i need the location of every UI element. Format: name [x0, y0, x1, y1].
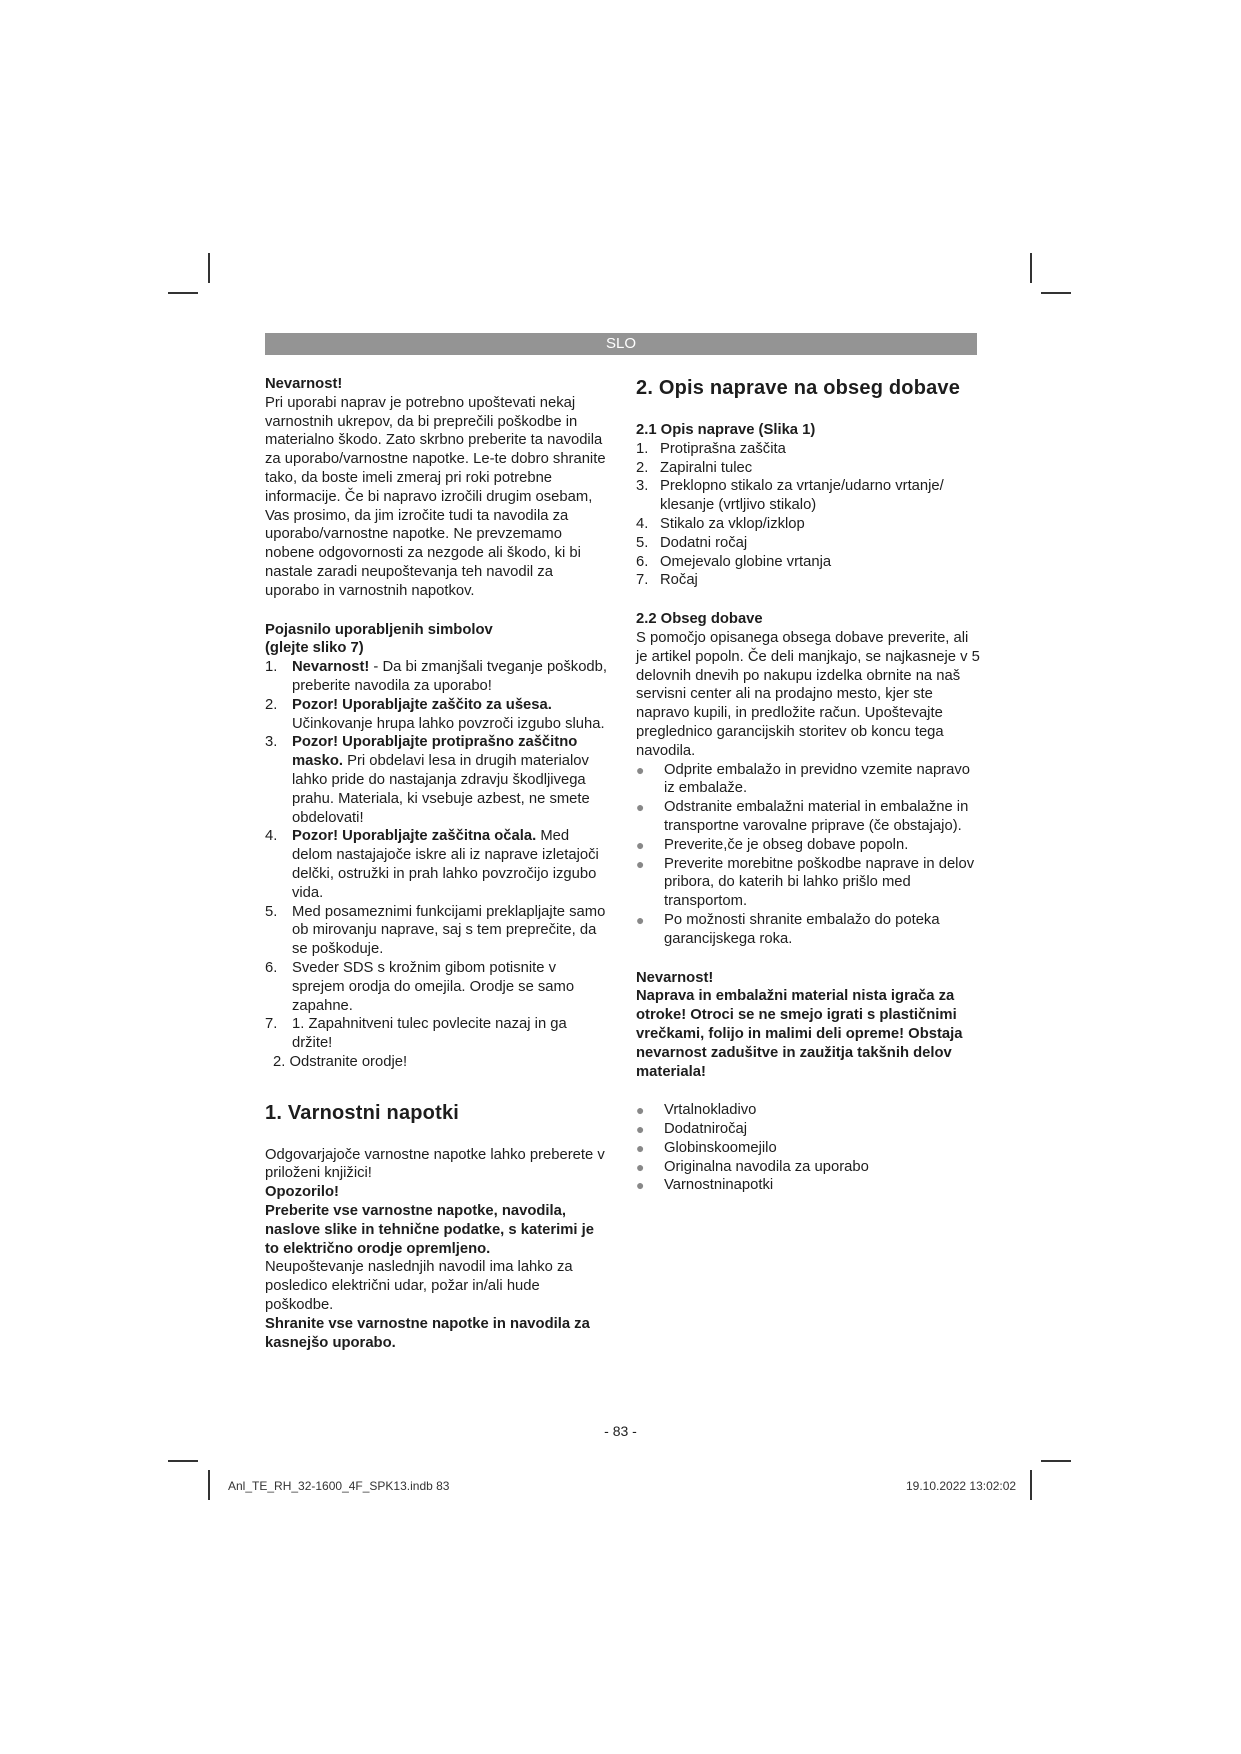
crop-mark	[1041, 292, 1071, 294]
list-item: 6. Sveder SDS s krožnim gibom potisnite v sprejem orodja do omejila. Orodje se samo zapahne.	[265, 959, 575, 1014]
crop-mark	[1030, 253, 1032, 283]
list-item: 1. Nevarnost! - Da bi zmanjšali tveganje poškodb, preberite navodila za uporabo!	[265, 659, 607, 694]
bullet-icon: ●	[636, 911, 645, 928]
scope-bullet-list	[636, 761, 982, 949]
crop-mark	[208, 1470, 210, 1500]
crop-mark	[1041, 1460, 1071, 1462]
danger-text: Pri uporabi naprav je potrebno upoštevati nekaj varnostnih ukrepov, da bi preprečili poškodbe in materialno škodo. Zato skrbno preberite ta navodila za uporabo/varnostne napotke. Le-te dobro shranite tako, da boste imeli zmeraj pri roki potrebne informacije. Če bi napravo izročili drugim osebam, Vas prosimo, da jim izročite tudi ta navodila za uporabo/varnostne napotke. Ne prevzemamo nobene odgovornosti za nezgode ali škodo, ki bi nastale zaradi neupoštevanja teh navodil za uporabo in varnostnih napotkov.	[265, 394, 606, 599]
left-column	[265, 375, 610, 1352]
list-item: 4. Stikalo za vklop/izklop	[636, 515, 805, 532]
danger-title: Nevarnost!	[265, 376, 343, 392]
list-item: ● Dodatniročaj	[636, 1121, 748, 1138]
scope-title: 2.2 Obseg dobave	[636, 611, 763, 628]
list-item: 5. Dodatni ročaj	[636, 534, 748, 551]
crop-mark	[1030, 1470, 1032, 1500]
list-item: 1. Protiprašna zaščita	[636, 440, 786, 457]
symbols-title: Pojasnilo uporabljenih simbolov	[265, 621, 493, 638]
device-description-title: 2.1 Opis naprave (Slika 1)	[636, 422, 816, 438]
bullet-icon: ●	[636, 1177, 645, 1194]
bullet-icon: ●	[636, 855, 645, 872]
bullet-icon: ●	[636, 799, 645, 816]
crop-mark	[208, 253, 210, 283]
danger-title: Nevarnost!	[636, 969, 714, 986]
list-item: 7. Ročaj	[636, 572, 698, 589]
language-label: SLO	[605, 335, 636, 352]
list-item: 3. Preklopno stikalo za vrtanje/udarno vrtanje/ klesanje (vrtljivo stikalo)	[636, 478, 944, 514]
bullet-icon: ●	[636, 1121, 645, 1138]
list-item: 4. Pozor! Uporabljajte zaščitna očala. Med delom nastajajoče iskre ali iz naprave izletajoči delčki, ostružki in prah lahko povzročijo izgubo vida.	[265, 828, 599, 901]
list-item: 2. Pozor! Uporabljajte zaščito za ušesa. Učinkovanje hrupa lahko povzroči izgubo sluha.	[265, 696, 605, 732]
crop-mark	[168, 292, 198, 294]
list-item: ● Varnostninapotki	[636, 1177, 774, 1194]
danger-bold-text: Naprava in embalažni material nista igrača za otroke! Otroci se ne smejo igrati s plastičnimi vrečkami, folijo in malimi deli opreme! Obstaja nevarnost zadušitve in zaužitja takšnih delov materiala!	[636, 988, 963, 1080]
symbols-extra-step: 2. Odstranite orodje!	[273, 1053, 408, 1070]
warning-text: Neupoštevanje naslednjih navodil ima lahko za posledico električni udar, požar in/ali hude poškodbe.	[265, 1259, 573, 1314]
page-number: - 83 -	[604, 1423, 637, 1439]
list-item: 3. Pozor! Uporabljajte protiprašno zaščitno masko. Pri obdelavi lesa in drugih materialov lahko pride do nastajanja zdravju škodljivega prahu. Materiala, ki vsebuje azbest, ne smete obdelovati!	[265, 734, 590, 826]
footer-filename: Anl_TE_RH_32-1600_4F_SPK13.indb 83	[228, 1479, 450, 1493]
list-item: ● Globinskoomejilo	[636, 1139, 777, 1156]
list-item: 7. 1. Zapahnitveni tulec povlecite nazaj in ga držite!	[265, 1016, 567, 1052]
list-item: ● Po možnosti shranite embalažo do poteka garancijskega roka.	[636, 911, 940, 947]
symbols-list	[265, 658, 610, 1053]
warning-bold-text: Preberite vse varnostne napotke, navodila, naslove slike in tehnične podatke, s katerimi je to električno orodje opremljeno.	[265, 1203, 594, 1257]
delivery-parts-list	[636, 1101, 982, 1195]
bullet-icon: ●	[636, 836, 645, 853]
scope-text: S pomočjo opisanega obsega dobave preverite, ali je artikel popoln. Če deli manjkajo, se najkasneje v 5 delovnih dnevih po nakupu izdelka obrnite na naš servisni center ali na prodajno mesto, kjer ste napravo kupili, in predložite račun. Upoštevajte preglednico garancijskih storitev ob koncu tega navodila.	[636, 629, 980, 759]
language-header-bar	[265, 333, 977, 355]
bullet-icon: ●	[636, 1158, 645, 1175]
device-parts-list	[636, 440, 982, 590]
section-heading-safety: 1. Varnostni napotki	[265, 1101, 460, 1124]
list-item: ● Preverite morebitne poškodbe naprave in delov pribora, do katerih bi lahko prišlo med transportom.	[636, 855, 975, 910]
symbols-subtitle: (glejte sliko 7)	[265, 640, 364, 657]
safety-intro: Odgovarjajoče varnostne napotke lahko preberete v priloženi knjižici!	[265, 1146, 605, 1182]
list-item: ● Odstranite embalažni material in embalažne in transportne varovalne priprave (če obstajajo).	[636, 799, 969, 834]
list-item: 5. Med posameznimi funkcijami preklapljajte samo ob mirovanju naprave, saj s tem preprečite, da se poškoduje.	[265, 903, 606, 958]
bullet-icon: ●	[636, 1139, 645, 1156]
crop-mark	[168, 1460, 198, 1462]
section-heading-device: 2. Opis naprave na obseg dobave	[636, 377, 961, 399]
bullet-icon: ●	[636, 1102, 645, 1119]
list-item: ● Vrtalnokladivo	[636, 1102, 757, 1119]
bullet-icon: ●	[636, 761, 645, 778]
right-column	[636, 375, 982, 1195]
list-item: ● Preverite,če je obseg dobave popoln.	[636, 836, 909, 853]
list-item: 2. Zapiralni tulec	[636, 459, 753, 476]
footer-datetime: 19.10.2022 13:02:02	[906, 1479, 1017, 1493]
list-item: 6. Omejevalo globine vrtanja	[636, 553, 832, 570]
keep-instructions-text: Shranite vse varnostne napotke in navodila za kasnejšo uporabo.	[265, 1315, 590, 1351]
warning-title: Opozorilo!	[265, 1184, 339, 1201]
list-item: ● Originalna navodila za uporabo	[636, 1158, 869, 1175]
list-item: ● Odprite embalažo in previdno vzemite napravo iz embalaže.	[636, 761, 970, 797]
